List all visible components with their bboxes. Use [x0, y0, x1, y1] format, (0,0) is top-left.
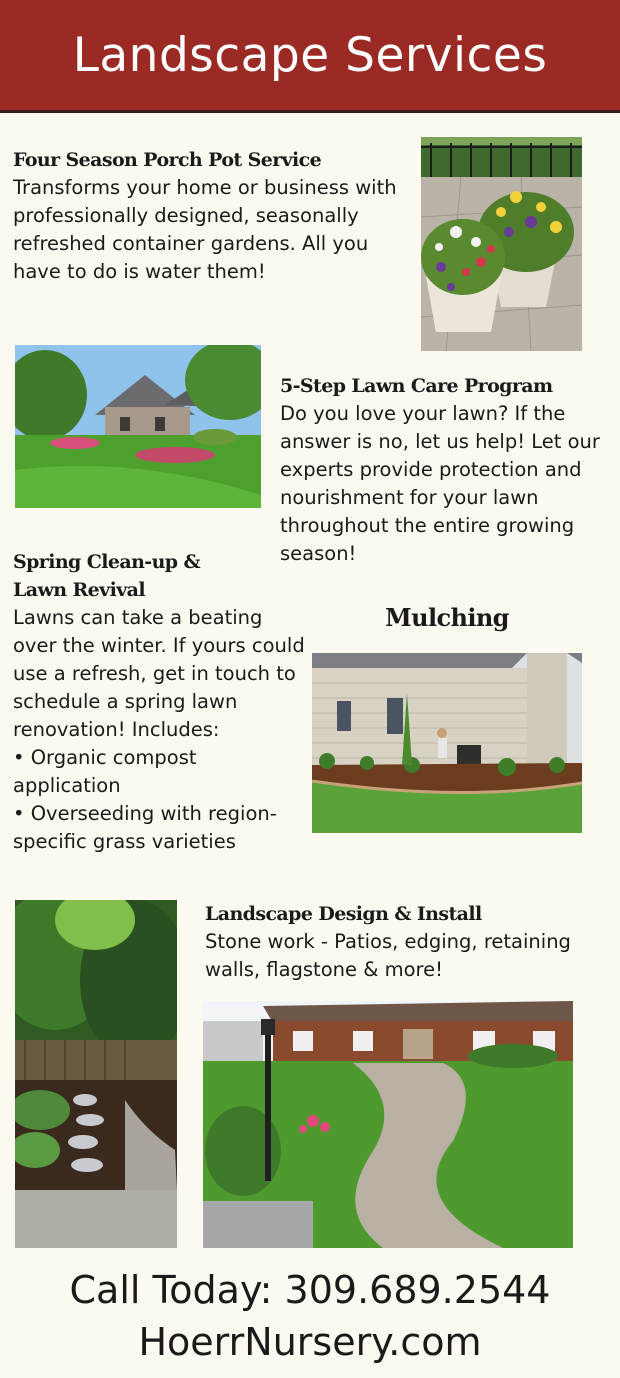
spring-cleanup-bullet-overseeding: • Overseeding with region-specific grass varieties [13, 802, 277, 853]
page-title: Landscape Services [72, 27, 548, 83]
flagstone-path-photo [15, 900, 177, 1248]
lawn-care-heading: 5-Step Lawn Care Program [280, 375, 553, 397]
mulching-section [312, 600, 582, 636]
mulching-heading: Mulching [385, 603, 509, 632]
spring-cleanup-section [13, 548, 305, 856]
header-banner [0, 0, 620, 113]
landscape-design-description: Stone work - Patios, edging, retaining walls, flagstone & more! [205, 930, 571, 981]
footer-phone: Call Today: 309.689.2544 [69, 1268, 551, 1312]
spring-cleanup-description: Lawns can take a beating over the winter. If yours could use a refresh, get in touch to schedule a spring lawn renovation! Includes: [13, 606, 305, 741]
flower-pots-photo [421, 137, 582, 351]
spring-cleanup-bullet-compost: • Organic compost application [13, 746, 197, 797]
lawn-care-section [280, 372, 610, 568]
house-lawn-photo [15, 345, 261, 508]
landscape-design-section [205, 900, 605, 984]
landscape-design-heading: Landscape Design & Install [205, 903, 482, 925]
lawn-care-description: Do you love your lawn? If the answer is no, let us help! Let our experts provide protection and nourishment for your lawn throughout the entire growing season! [280, 402, 600, 565]
spring-cleanup-heading-line2: Lawn Revival [13, 579, 145, 601]
footer-website-link[interactable]: HoerrNursery.com [138, 1320, 482, 1364]
paver-walkway-photo [203, 1001, 573, 1248]
porch-pot-description: Transforms your home or business with professionally designed, seasonally refreshed container gardens. All you have to do is water them! [13, 176, 397, 283]
porch-pot-heading: Four Season Porch Pot Service [13, 149, 322, 171]
porch-pot-section [13, 146, 405, 286]
spring-cleanup-heading-line1: Spring Clean-up & [13, 551, 201, 573]
mulch-bed-photo [312, 653, 582, 833]
